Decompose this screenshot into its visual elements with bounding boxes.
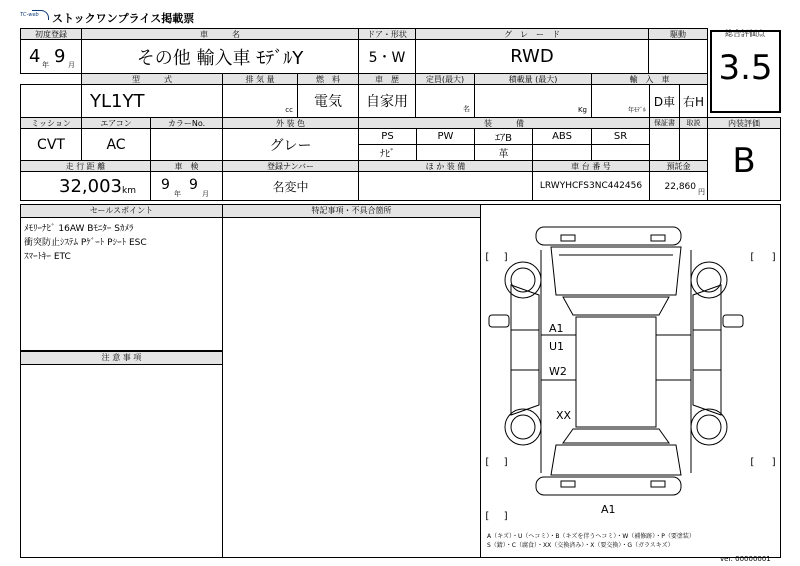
aircon-label: エアコン [81, 117, 151, 129]
sales-point-line: ﾒﾓﾘｰﾅﾋﾞ 16AW Bﾓﾆﾀｰ Sｶﾒﾗ [24, 224, 134, 234]
legend-line-2: S（錆）・C（腐食）・XX（交換済み）・X（要交換）・G（ガラスキズ） [487, 542, 674, 549]
recycle-value: 22,860 [664, 182, 696, 192]
displacement-label: 排 気 量 [222, 73, 298, 85]
vin-value: LRWYHCFS3NC442456 [532, 171, 650, 201]
equip-option-0: PS [358, 128, 417, 145]
other-equip-value [358, 171, 533, 201]
equip-option-2: ｴｱB [474, 128, 533, 145]
capacity-unit: 名 [463, 105, 470, 113]
svg-text:[: [ [484, 511, 491, 522]
sales-points-box [20, 204, 223, 351]
svg-text:[: [ [749, 252, 756, 263]
manual-value [679, 128, 708, 161]
first-reg-month-unit: 月 [68, 61, 75, 69]
equip-option-4: SR [591, 128, 650, 145]
equip-option-value-4 [591, 144, 650, 161]
mission-value: CVT [20, 128, 82, 161]
inspection-label: 車 検 [150, 160, 223, 172]
fuel-label: 燃 料 [297, 73, 359, 85]
plate-label: 登録ナンバー [222, 160, 359, 172]
car-diagram [481, 205, 780, 557]
first-reg-year-unit: 年 [42, 61, 49, 69]
handle-value: 右H [679, 84, 708, 118]
svg-text:[: [ [484, 457, 491, 468]
notes-box [20, 351, 223, 558]
manual-label: 取説 [679, 117, 708, 129]
capacity-label: 定員(最大) [415, 73, 475, 85]
page-title: ストックワンプライス掲載票 [52, 12, 195, 25]
interior-label: 内装評価 [707, 117, 781, 129]
first-reg-cell [20, 39, 82, 74]
equip-option-value-1 [416, 144, 475, 161]
displacement-unit: cc [285, 106, 293, 114]
special-notes-box [222, 204, 481, 558]
equip-option-1: PW [416, 128, 475, 145]
door-type-value: 5・W [358, 39, 416, 74]
mark-xx-side: XX [556, 409, 572, 422]
mark-a1-rear: A1 [601, 503, 616, 516]
mileage-unit: km [122, 186, 136, 196]
car-name-label: 車 名 [81, 28, 359, 40]
svg-text:]: ] [503, 252, 510, 263]
load-label: 積載量 (最大) [474, 73, 592, 85]
door-type-label: ドア・形状 [358, 28, 416, 40]
other-equip-label: ほ か 装 備 [358, 160, 533, 172]
mark-u1-roof: U1 [549, 340, 565, 353]
plate-value: 名変中 [222, 171, 359, 201]
svg-text:[: [ [484, 252, 491, 263]
inspection-cell [150, 171, 223, 201]
recycle-label: 預託金 [649, 160, 708, 172]
color-no-label: カラーNo. [150, 117, 223, 129]
inspection-month-unit: 月 [202, 190, 209, 198]
mileage-label: 走 行 距 離 [20, 160, 151, 172]
equip-option-value-3 [532, 144, 592, 161]
equip-option-value-0: ﾅﾋﾞ [358, 144, 417, 161]
first-reg-month: 9 [54, 46, 66, 67]
first-reg-label: 初度登録 [20, 28, 82, 40]
model-year-label: 年ﾓﾃﾞﾙ [627, 107, 646, 114]
logo [20, 10, 50, 22]
svg-text:]: ] [503, 511, 510, 522]
mark-w2-roof: W2 [549, 365, 567, 378]
warranty-value [649, 128, 680, 161]
equip-option-3: ABS [532, 128, 592, 145]
logo-swoosh-icon [32, 10, 49, 20]
load-unit: Kg [577, 106, 587, 114]
displacement-cell [222, 84, 298, 118]
recycle-cell [649, 171, 708, 201]
overall-score-label: 総合評価点 [725, 29, 765, 38]
inspection-year: 9 [161, 177, 170, 193]
mission-label: ミッション [20, 117, 82, 129]
model-year-cell [591, 84, 650, 118]
equip-option-value-2: 革 [474, 144, 533, 161]
inspection-year-unit: 年 [174, 190, 181, 198]
drive-label: 駆動 [648, 28, 708, 40]
svg-text:]: ] [771, 252, 778, 263]
version-label: ver. 00000001 [720, 555, 771, 563]
mileage-cell [20, 171, 151, 201]
exterior-label: 外 装 色 [222, 117, 359, 129]
model-value: YL1YT [90, 91, 145, 112]
row2-left-blank [20, 84, 82, 118]
special-notes-label: 特記事項・不具合箇所 [223, 205, 480, 218]
logo-text: TC-web [20, 12, 39, 18]
mileage-value: 32,003 [59, 176, 122, 197]
model-cell [81, 84, 223, 118]
mark-a1-roof: A1 [549, 322, 564, 335]
drive-value [648, 39, 708, 74]
sales-point-line: 衝突防止ｼｽﾃﾑ Pｹﾞｰﾄ Pｼｰﾄ ESC [24, 238, 147, 248]
equipment-label: 装 備 [358, 117, 650, 129]
overall-score-value: 3.5 [718, 48, 773, 88]
history-value: 自家用 [358, 84, 416, 118]
grade-value: RWD [415, 39, 649, 74]
svg-text:]: ] [771, 457, 778, 468]
car-name-value: その他 輸入車 ﾓﾃﾞﾙY [81, 39, 359, 74]
sales-points-label: セールスポイント [21, 205, 222, 218]
warranty-label: 保証書 [649, 117, 680, 129]
inspection-month: 9 [189, 177, 198, 193]
fuel-value: 電気 [297, 84, 359, 118]
color-no-value [150, 128, 223, 161]
first-reg-year: 4 [29, 46, 41, 67]
car-diagram-panel [480, 204, 781, 558]
import-label: 輸 入 車 [591, 73, 708, 85]
vin-label: 車 台 番 号 [532, 160, 650, 172]
history-label: 車 歴 [358, 73, 416, 85]
aircon-value: AC [81, 128, 151, 161]
grade-label: グ レ ー ド [415, 28, 649, 40]
exterior-value: グレー [222, 128, 359, 161]
notes-label: 注 意 事 項 [21, 352, 222, 365]
svg-text:]: ] [503, 457, 510, 468]
interior-score-value: B [732, 141, 756, 181]
load-cell [474, 84, 592, 118]
import-dealer-value: D車 [649, 84, 680, 118]
recycle-unit: 円 [698, 188, 705, 196]
svg-text:[: [ [749, 457, 756, 468]
legend-line-1: A（キズ）・U（ヘコミ）・B（キズを伴うヘコミ）・W（補修跡）・P（要塗装） [487, 533, 695, 540]
capacity-cell [415, 84, 475, 118]
sales-point-line: ｽﾏｰﾄｷｰ ETC [24, 252, 71, 262]
model-label: 型 式 [81, 73, 223, 85]
